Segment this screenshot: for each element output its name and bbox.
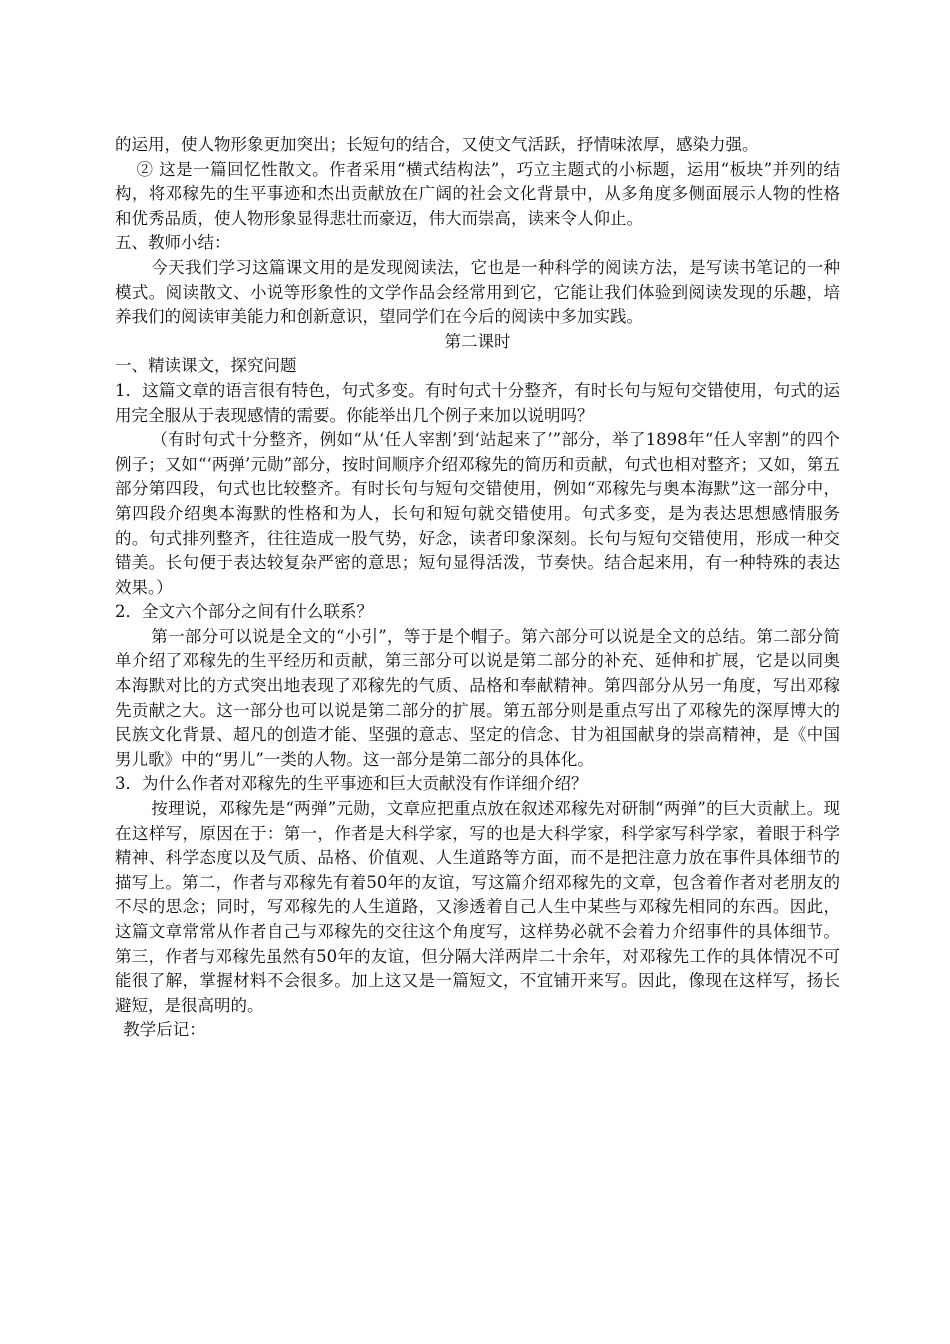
- question-1: 1．这篇文章的语言很有特色，句式多变。有时句式十分整齐，有时长句与短句交错使用，句式的运用完全服从于表现感情的需要。你能举出几个例子来加以说明吗？: [115, 380, 840, 425]
- paragraph-continuation: 的运用，使人物形象更加突出；长短句的结合，又使文气活跃，抒情味浓厚，感染力强。: [115, 135, 759, 154]
- question-3: 3．为什么作者对邓稼先的生平事迹和巨大贡献没有作详细介绍？: [115, 774, 588, 794]
- section-heading-reading: 一、精读课文，探究问题: [115, 356, 297, 376]
- document-page: [115, 133, 840, 1043]
- paragraph-structure-note: ② 这是一篇回忆性散文。作者采用“横式结构法”，巧立主题式的小标题，运用“板块”并列的结构，将邓稼先的生平事迹和杰出贡献放在广阔的社会文化背景中，从多角度多侧面展示人物的性格和优秀品质，使人物形象显得悲壮而豪迈，伟大而崇高，读来令人仰止。: [115, 159, 840, 228]
- question-2: 2．全文六个部分之间有什么联系？: [115, 602, 373, 622]
- teaching-afterword: 教学后记：: [123, 1020, 206, 1040]
- answer-3: 按理说，邓稼先是“两弹”元勋，文章应把重点放在叙述邓稼先对研制“两弹”的巨大贡献上。现在这样写，原因在于：第一，作者是大科学家，写的也是大科学家，科学家写科学家，着眼于科学精神、科学态度以及气质、品格、价值观、人生道路等方面，而不是把注意力放在事件具体细节的描写上。第二，作者与邓稼先有着50年的友谊，写这篇介绍邓稼先的文章，包含着作者对老朋友的不尽的思念；同时，写邓稼先的人生道路，又渗透着自己人生中某些与邓稼先相同的东西。因此，这篇文章常常从作者自己与邓稼先的交往这个角度写，这样势必就不会着力介绍事件的具体细节。第三，作者与邓稼先虽然有50年的友谊，但分隔大洋两岸二十余年，对邓稼先工作的具体情况不可能很了解，掌握材料不会很多。加上这又是一篇短文，不宜铺开来写。因此，像现在这样写，扬长避短，是很高明的。: [115, 799, 840, 1015]
- section-heading-summary: 五、教师小结：: [115, 233, 231, 253]
- answer-1: （有时句式十分整齐，例如“从‘任人宰割’到‘站起来了’”部分，举了1898年“任人宰割”的四个例子；又如“‘两弹’元勋”部分，按时间顺序介绍邓稼先的简历和贡献，句式也相对整齐；又如，第五部分第四段，句式也比较整齐。有时长句与短句交错使用，例如“邓稼先与奥本海默”这一部分中，第四段介绍奥本海默的性格和为人，长句和短句就交错使用。句式多变，是为表达思想感情服务的。句式排列整齐，往往造成一股气势，好念，读者印象深刻。长句与短句交错使用，形成一种交错美。长句便于表达较复杂严密的意思；短句显得活泼，节奏快。结合起来用，有一种特殊的表达效果。）: [115, 430, 840, 597]
- lesson-title: 第二课时: [444, 331, 511, 351]
- paragraph-teacher-summary: 今天我们学习这篇课文用的是发现阅读法，它也是一种科学的阅读方法，是写读书笔记的一种模式。阅读散文、小说等形象性的文学作品会经常用到它，它能让我们体验到阅读发现的乐趣，培养我们的阅读审美能力和创新意识，望同学们在今后的阅读中多加实践。: [115, 257, 840, 327]
- answer-2: 第一部分可以说是全文的“小引”，等于是个帽子。第六部分可以说是全文的总结。第二部分简单介绍了邓稼先的生平经历和贡献，第三部分可以说是第二部分的补充、延伸和扩展，它是以同奥本海默对比的方式突出地表现了邓稼先的气质、品格和奉献精神。第四部分从另一角度，写出邓稼先贡献之大。这一部分也可以说是第二部分的扩展。第五部分则是重点写出了邓稼先的深厚博大的民族文化背景、超凡的创造才能、坚强的意志、坚定的信念、甘为祖国献身的崇高精神，是《中国男儿歌》中的“男儿”一类的人物。这一部分是第二部分的具体化。: [115, 626, 840, 769]
